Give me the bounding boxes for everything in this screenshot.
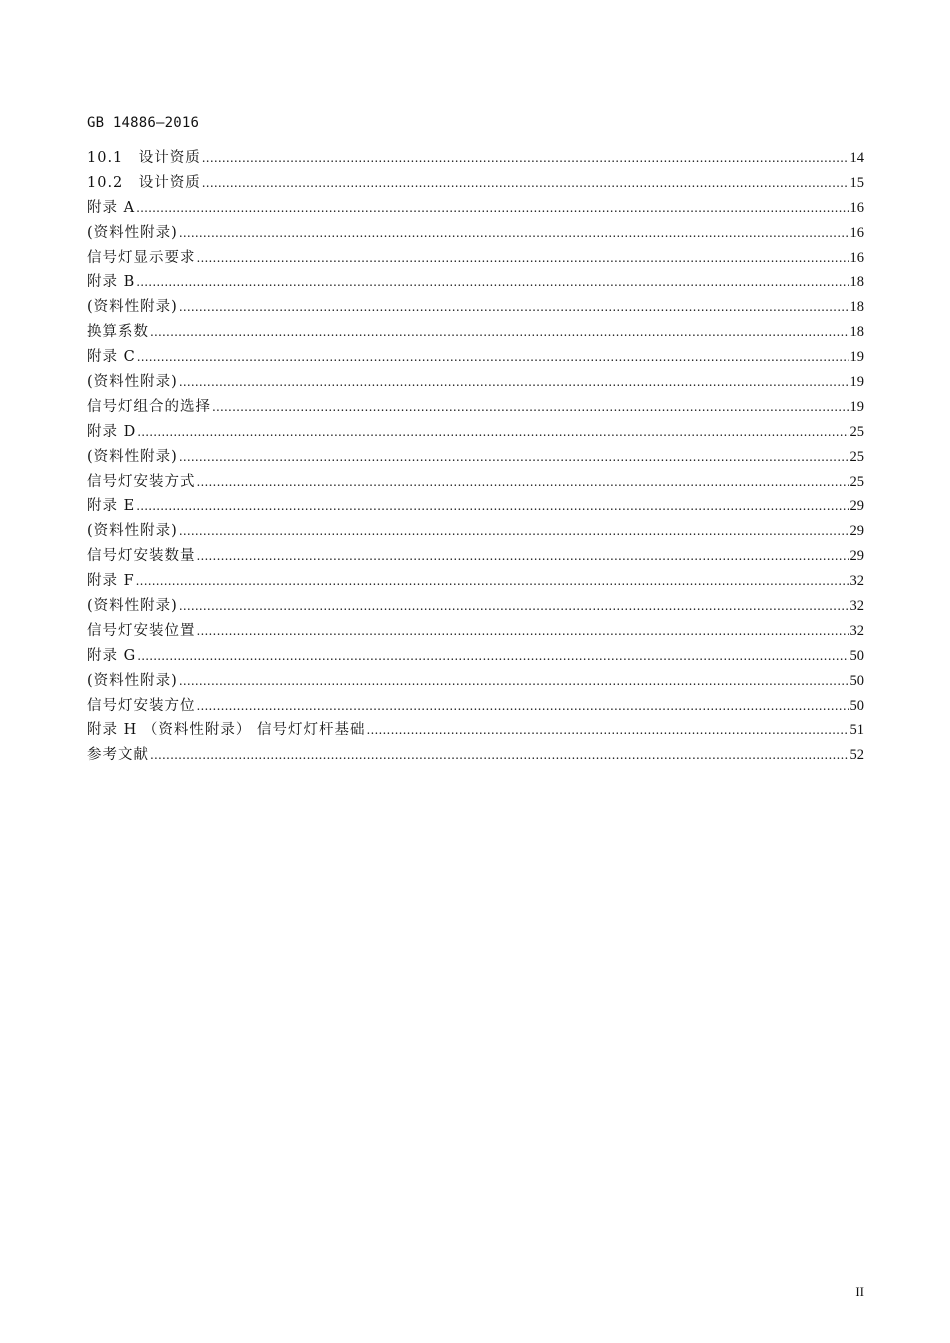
toc-entry[interactable] — [87, 644, 864, 669]
standard-code: GB 14886—2016 — [87, 115, 200, 131]
toc-leader-dots — [179, 673, 849, 689]
toc-entry[interactable] — [87, 270, 864, 295]
toc-entry[interactable] — [87, 345, 864, 370]
toc-entry-title: 信号灯安装位置 — [87, 622, 196, 639]
toc-entry[interactable] — [87, 494, 864, 519]
toc-leader-dots — [136, 200, 848, 216]
toc-entry-page: 51 — [849, 722, 864, 739]
toc-entry[interactable] — [87, 519, 864, 544]
toc-entry-page: 29 — [849, 548, 864, 565]
toc-leader-dots — [137, 349, 849, 365]
toc-entry-page: 50 — [849, 672, 864, 689]
toc-entry-page: 18 — [849, 324, 864, 341]
toc-entry[interactable] — [87, 420, 864, 445]
toc-entry[interactable] — [87, 246, 864, 271]
toc-entry-title: 附录 C — [87, 349, 136, 366]
toc-entry-page: 16 — [849, 224, 864, 241]
toc-entry[interactable] — [87, 445, 864, 470]
toc-entry-title: 信号灯安装方位 — [87, 697, 196, 714]
toc-entry-title: 附录 A — [87, 199, 136, 216]
toc-leader-dots — [179, 598, 849, 614]
toc-entry-page: 14 — [849, 150, 864, 166]
toc-entry-title: (资料性附录) — [87, 598, 178, 615]
toc-entry[interactable] — [87, 221, 864, 246]
toc-entry-page: 32 — [849, 598, 864, 615]
toc-entry-page: 16 — [849, 249, 864, 266]
toc-leader-dots — [197, 548, 849, 564]
toc-entry[interactable] — [87, 743, 864, 768]
toc-entry-title: (资料性附录) — [87, 672, 178, 689]
toc-entry-page: 25 — [849, 448, 864, 465]
toc-entry-page: 52 — [849, 747, 864, 764]
toc-entry-page: 50 — [849, 697, 864, 714]
toc-leader-dots — [202, 175, 849, 191]
toc-entry[interactable] — [87, 370, 864, 395]
toc-leader-dots — [179, 523, 849, 539]
toc-entry-title: 附录 D — [87, 423, 137, 440]
toc-entry[interactable] — [87, 320, 864, 345]
toc-leader-dots — [179, 225, 849, 241]
toc-entry-page: 18 — [849, 299, 864, 316]
toc-entry[interactable] — [87, 594, 864, 619]
toc-entry[interactable] — [87, 694, 864, 719]
page-number: II — [855, 1284, 864, 1299]
toc-leader-dots — [197, 250, 849, 266]
toc-leader-dots — [136, 498, 848, 514]
toc-leader-dots — [137, 648, 848, 664]
toc-entry-title: 10.1 设计资质 — [87, 150, 201, 166]
toc-leader-dots — [150, 324, 849, 340]
toc-entry[interactable] — [87, 171, 864, 196]
toc-entry[interactable] — [87, 569, 864, 594]
toc-leader-dots — [179, 299, 849, 315]
toc-entry-page: 18 — [849, 274, 864, 291]
toc-leader-dots — [212, 399, 849, 415]
toc-entry-title: (资料性附录) — [87, 523, 178, 540]
toc-entry-title: 信号灯显示要求 — [87, 249, 196, 266]
toc-entry-title: 参考文献 — [87, 747, 149, 764]
toc-leader-dots — [197, 474, 849, 490]
toc-entry-title: 附录 G — [87, 647, 137, 664]
toc-leader-dots — [179, 374, 849, 390]
toc-leader-dots — [197, 698, 849, 714]
toc-entry[interactable] — [87, 619, 864, 644]
toc-leader-dots — [137, 424, 848, 440]
toc-leader-dots — [136, 274, 848, 290]
toc-entry-page: 32 — [849, 573, 864, 590]
toc-entry-page: 32 — [849, 622, 864, 639]
table-of-contents — [87, 146, 864, 768]
toc-entry-title: (资料性附录) — [87, 374, 178, 391]
toc-entry-title: 附录 H （资料性附录） 信号灯灯杆基础 — [87, 722, 366, 739]
toc-entry-page: 19 — [849, 349, 864, 366]
toc-leader-dots — [366, 722, 848, 738]
toc-entry[interactable] — [87, 669, 864, 694]
toc-entry[interactable] — [87, 718, 864, 743]
toc-entry-title: 附录 F — [87, 573, 135, 590]
toc-entry-title: 信号灯组合的选择 — [87, 398, 211, 415]
toc-leader-dots — [197, 623, 849, 639]
toc-entry-title: (资料性附录) — [87, 448, 178, 465]
toc-entry[interactable] — [87, 470, 864, 495]
toc-entry-page: 25 — [849, 473, 864, 490]
toc-entry-page: 15 — [849, 174, 864, 191]
toc-entry-title: 换算系数 — [87, 324, 149, 341]
toc-entry-page: 25 — [849, 423, 864, 440]
toc-entry-title: 附录 E — [87, 498, 136, 515]
toc-entry-title: (资料性附录) — [87, 224, 178, 241]
toc-entry-title: 10.2 设计资质 — [87, 174, 201, 191]
toc-entry-page: 50 — [849, 647, 864, 664]
toc-entry[interactable] — [87, 146, 864, 171]
toc-entry[interactable] — [87, 295, 864, 320]
toc-leader-dots — [150, 747, 849, 763]
toc-entry-title: 附录 B — [87, 274, 136, 291]
toc-leader-dots — [136, 573, 849, 589]
toc-entry[interactable] — [87, 544, 864, 569]
toc-leader-dots — [179, 449, 849, 465]
toc-entry-page: 16 — [849, 199, 864, 216]
toc-entry-title: 信号灯安装数量 — [87, 548, 196, 565]
toc-entry[interactable] — [87, 196, 864, 221]
toc-entry-page: 19 — [849, 374, 864, 391]
toc-entry-page: 29 — [849, 498, 864, 515]
toc-entry-title: (资料性附录) — [87, 299, 178, 316]
toc-leader-dots — [202, 150, 849, 166]
toc-entry-title: 信号灯安装方式 — [87, 473, 196, 490]
toc-entry[interactable] — [87, 395, 864, 420]
toc-entry-page: 19 — [849, 398, 864, 415]
toc-entry-page: 29 — [849, 523, 864, 540]
